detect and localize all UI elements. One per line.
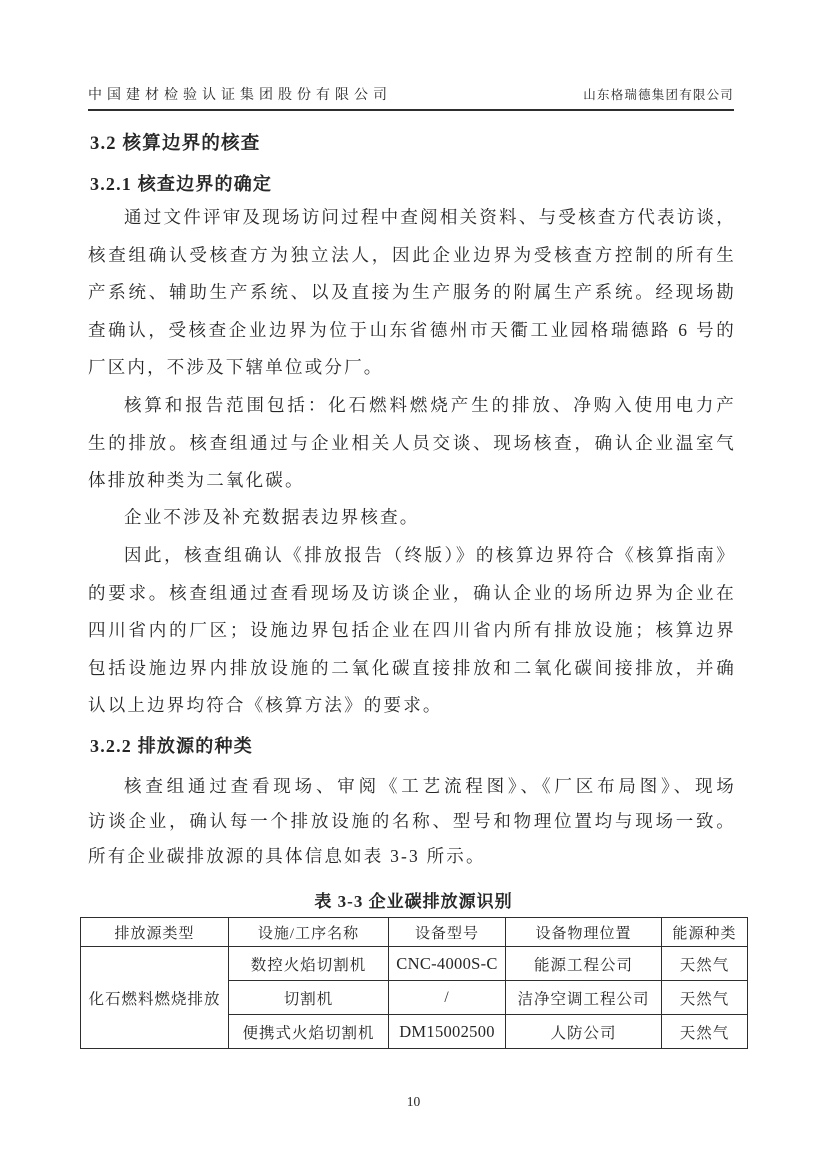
paragraph-line: 因此，核查组确认《排放报告（终版）》的核算边界符合《核算指南》 [124, 545, 736, 565]
section-heading-3-2: 3.2 核算边界的核查 [90, 134, 261, 154]
section-heading-3-2-2: 3.2.2 排放源的种类 [90, 736, 253, 756]
paragraph-line: 生的排放。核查组通过与企业相关人员交谈、现场核查，确认企业温室气 [88, 432, 736, 453]
paragraph-line: 查确认，受核查企业边界为位于山东省德州市天衢工业园格瑞德路 6 号的 [88, 319, 736, 340]
header-right-company: 山东格瑞德集团有限公司 [583, 88, 734, 102]
model-cell: DM15002500 [389, 1015, 506, 1049]
paragraph-line: 体排放种类为二氧化碳。 [88, 470, 305, 490]
location-cell: 洁净空调工程公司 [506, 981, 662, 1015]
emission-type-cell: 化石燃料燃烧排放 [81, 947, 229, 1049]
facility-cell: 切割机 [229, 981, 389, 1015]
header-left-company: 中国建材检验认证集团股份有限公司 [88, 88, 392, 103]
paragraph-line: 认以上边界均符合《核算方法》的要求。 [88, 695, 443, 715]
emission-sources-table [80, 917, 748, 1049]
section-heading-3-2-1: 3.2.1 核查边界的确定 [90, 174, 273, 194]
model-cell: CNC-4000S-C [389, 947, 506, 981]
paragraph-boundary-confirmation [88, 199, 736, 387]
paragraph-emission-sources [88, 769, 736, 874]
table-caption: 表 3-3 企业碳排放源识别 [314, 892, 513, 911]
paragraph-line: 企业不涉及补充数据表边界核查。 [124, 507, 420, 527]
column-header: 设施/工序名称 [229, 918, 389, 947]
paragraph-supplementary-data [88, 499, 736, 537]
paragraph-line: 核查组通过查看现场、审阅《工艺流程图》、《厂区布局图》、现场 [124, 776, 736, 796]
running-header [88, 84, 734, 111]
location-cell: 人防公司 [506, 1015, 662, 1049]
paragraph-line: 产系统、辅助生产系统、以及直接为生产服务的附属生产系统。经现场勘 [88, 282, 736, 302]
energy-cell: 天然气 [662, 981, 748, 1015]
energy-cell: 天然气 [662, 947, 748, 981]
model-cell: / [389, 981, 506, 1015]
facility-cell: 便携式火焰切割机 [229, 1015, 389, 1049]
paragraph-reporting-scope [88, 387, 736, 500]
table-row [81, 947, 748, 981]
energy-cell: 天然气 [662, 1015, 748, 1049]
paragraph-line: 通过文件评审及现场访问过程中查阅相关资料、与受核查方代表访谈， [124, 207, 736, 227]
page-number: 10 [406, 1094, 421, 1109]
paragraph-boundary-conclusion [88, 537, 736, 725]
facility-cell: 数控火焰切割机 [229, 947, 389, 981]
column-header: 排放源类型 [81, 918, 229, 947]
table-header-row [81, 918, 748, 947]
column-header: 能源种类 [662, 918, 748, 947]
column-header: 设备型号 [389, 918, 506, 947]
column-header: 设备物理位置 [506, 918, 662, 947]
paragraph-line: 的要求。核查组通过查看现场及访谈企业，确认企业的场所边界为企业在 [88, 582, 736, 603]
paragraph-line: 核查组确认受核查方为独立法人，因此企业边界为受核查方控制的所有生 [88, 244, 736, 265]
paragraph-line: 核算和报告范围包括：化石燃料燃烧产生的排放、净购入使用电力产 [124, 395, 736, 415]
paragraph-line: 所有企业碳排放源的具体信息如表 3-3 所示。 [88, 846, 486, 866]
paragraph-line: 包括设施边界内排放设施的二氧化碳直接排放和二氧化碳间接排放，并确 [88, 657, 736, 678]
paragraph-line: 访谈企业，确认每一个排放设施的名称、型号和物理位置均与现场一致。 [88, 811, 736, 831]
paragraph-line: 四川省内的厂区；设施边界包括企业在四川省内所有排放设施；核算边界 [88, 620, 736, 640]
table-body [81, 947, 748, 1049]
location-cell: 能源工程公司 [506, 947, 662, 981]
paragraph-line: 厂区内，不涉及下辖单位或分厂。 [88, 357, 384, 377]
